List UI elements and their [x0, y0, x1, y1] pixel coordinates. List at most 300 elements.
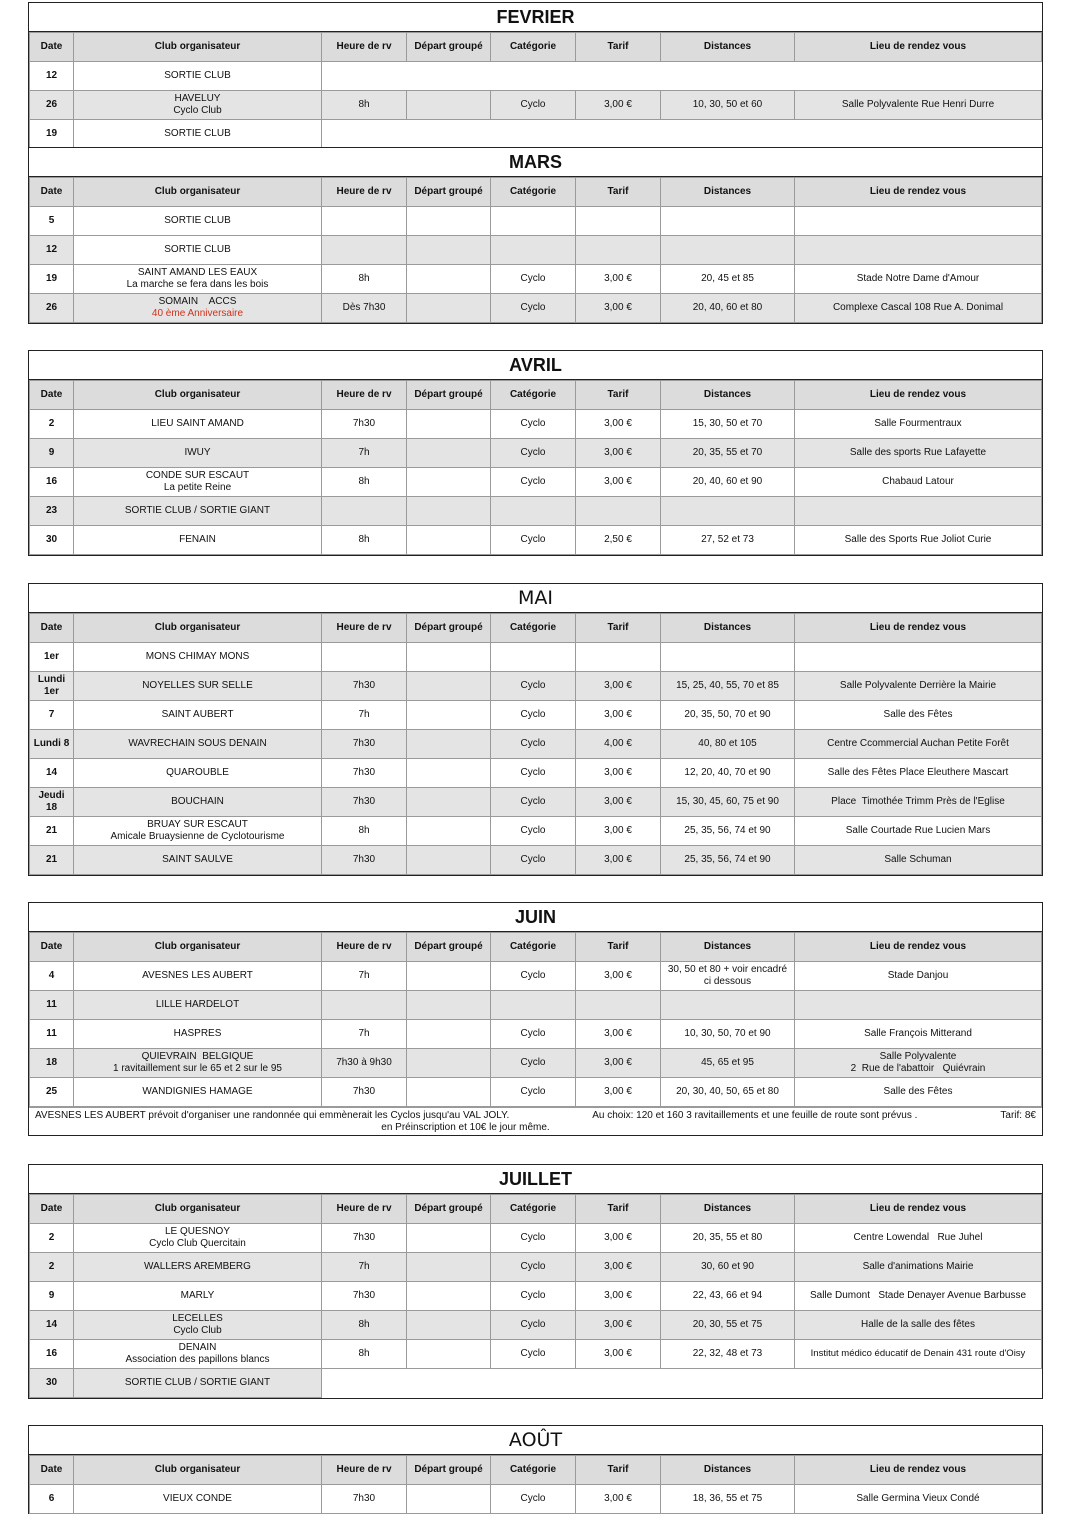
club-cell: AVESNES LES AUBERT [74, 962, 322, 991]
date-cell: 21 [30, 817, 74, 846]
club-cell: MONS CHIMAY MONS [74, 643, 322, 672]
club-subtitle: Amicale Bruaysienne de Cyclotourisme [110, 831, 285, 842]
heure-cell: 7h30 [322, 410, 407, 439]
depart-cell [407, 207, 491, 236]
heure-cell: 8h [322, 91, 407, 120]
categorie-cell: Cyclo [491, 1253, 576, 1282]
club-cell: SAINT AUBERT [74, 701, 322, 730]
depart-cell [407, 846, 491, 875]
club-cell [74, 1311, 322, 1340]
distances-cell: 18, 36, 55 et 75 [661, 1485, 795, 1514]
club-cell [74, 817, 322, 846]
club-name: HAVELUY [174, 93, 221, 104]
month-title: MAI [29, 584, 1042, 613]
date-cell: 14 [30, 759, 74, 788]
distances-cell: 25, 35, 56, 74 et 90 [661, 817, 795, 846]
header-categorie: Catégorie [491, 381, 576, 410]
categorie-cell: Cyclo [491, 1311, 576, 1340]
distances-cell: 30, 50 et 80 + voir encadré ci dessous [661, 962, 795, 991]
distances-cell: 12, 20, 40, 70 et 90 [661, 759, 795, 788]
date-cell: 25 [30, 1078, 74, 1107]
distances-cell: 20, 40, 60 et 80 [661, 294, 795, 323]
header-lieu: Lieu de rendez vous [795, 381, 1042, 410]
tarif-cell: 3,00 € [576, 962, 661, 991]
header-tarif: Tarif [576, 1456, 661, 1485]
depart-cell [407, 759, 491, 788]
distances-cell: 10, 30, 50, 70 et 90 [661, 1020, 795, 1049]
distances-cell: 22, 43, 66 et 94 [661, 1282, 795, 1311]
table-row [30, 294, 1042, 323]
events-table [29, 932, 1042, 1107]
header-date: Date [30, 33, 74, 62]
club-subtitle: 1 ravitaillement sur le 65 et 2 sur le 95 [113, 1063, 282, 1074]
header-depart: Départ groupé [407, 1195, 491, 1224]
header-heure: Heure de rv [322, 933, 407, 962]
anniversary-label: 40 ème Anniversaire [151, 308, 244, 319]
heure-cell: 8h [322, 817, 407, 846]
date-cell: 7 [30, 701, 74, 730]
club-cell: VIEUX CONDE [74, 1485, 322, 1514]
categorie-cell [491, 643, 576, 672]
date-cell: 2 [30, 1224, 74, 1253]
tarif-cell: 3,00 € [576, 1049, 661, 1078]
month-block-mars [28, 147, 1043, 324]
categorie-cell: Cyclo [491, 1078, 576, 1107]
tarif-cell [576, 991, 661, 1020]
header-heure: Heure de rv [322, 33, 407, 62]
heure-cell [322, 643, 407, 672]
lieu-cell: Salle d'animations Mairie [795, 1253, 1042, 1282]
distances-cell: 20, 30, 55 et 75 [661, 1311, 795, 1340]
month-block-fevrier [28, 2, 1043, 150]
table-row [30, 730, 1042, 759]
date-cell: Jeudi 18 [30, 788, 74, 817]
club-subtitle: Cyclo Club [173, 1325, 222, 1336]
depart-cell [407, 1020, 491, 1049]
categorie-cell: Cyclo [491, 294, 576, 323]
table-row [30, 207, 1042, 236]
header-tarif: Tarif [576, 178, 661, 207]
club-cell [74, 1340, 322, 1369]
depart-cell [407, 701, 491, 730]
table-row [30, 265, 1042, 294]
table-row [30, 497, 1042, 526]
lieu-cell: Centre Lowendal Rue Juhel [795, 1224, 1042, 1253]
month-title: AOÛT [29, 1426, 1042, 1455]
distances-cell: 27, 52 et 73 [661, 526, 795, 555]
distances-cell: 20, 35, 50, 70 et 90 [661, 701, 795, 730]
lieu-cell: Chabaud Latour [795, 468, 1042, 497]
lieu-cell [795, 1049, 1042, 1078]
lieu-cell [795, 236, 1042, 265]
heure-cell: 7h30 [322, 759, 407, 788]
header-row [30, 1195, 1042, 1224]
header-distances: Distances [661, 933, 795, 962]
tarif-cell: 3,00 € [576, 91, 661, 120]
heure-cell: 7h [322, 701, 407, 730]
table-row [30, 439, 1042, 468]
date-cell: 5 [30, 207, 74, 236]
table-row [30, 91, 1042, 120]
header-depart: Départ groupé [407, 381, 491, 410]
date-cell: 1er [30, 643, 74, 672]
club-subtitle: Association des papillons blancs [125, 1354, 270, 1365]
tarif-cell: 3,00 € [576, 410, 661, 439]
header-categorie: Catégorie [491, 1195, 576, 1224]
header-heure: Heure de rv [322, 1456, 407, 1485]
tarif-cell: 3,00 € [576, 846, 661, 875]
lieu-cell: Salle Dumont Stade Denayer Avenue Barbusse [795, 1282, 1042, 1311]
club-cell: SORTIE CLUB / SORTIE GIANT [74, 497, 322, 526]
categorie-cell: Cyclo [491, 846, 576, 875]
table-row [30, 701, 1042, 730]
lieu-cell: Salle Polyvalente Derrière la Mairie [795, 672, 1042, 701]
lieu-line1: Salle Polyvalente [879, 1051, 957, 1062]
month-title: JUIN [29, 903, 1042, 932]
date-cell: 2 [30, 1253, 74, 1282]
heure-cell: 7h30 [322, 730, 407, 759]
categorie-cell: Cyclo [491, 1282, 576, 1311]
categorie-cell: Cyclo [491, 1224, 576, 1253]
header-club: Club organisateur [74, 1456, 322, 1485]
header-lieu: Lieu de rendez vous [795, 33, 1042, 62]
heure-cell: 8h [322, 468, 407, 497]
heure-cell [322, 991, 407, 1020]
categorie-cell: Cyclo [491, 1485, 576, 1514]
heure-cell: 8h [322, 526, 407, 555]
heure-cell: 7h30 [322, 1282, 407, 1311]
categorie-cell: Cyclo [491, 265, 576, 294]
tarif-cell: 3,00 € [576, 294, 661, 323]
header-row [30, 1456, 1042, 1485]
date-cell: 11 [30, 1020, 74, 1049]
depart-cell [407, 265, 491, 294]
club-cell: WAVRECHAIN SOUS DENAIN [74, 730, 322, 759]
heure-cell: Dès 7h30 [322, 294, 407, 323]
categorie-cell: Cyclo [491, 1340, 576, 1369]
header-row [30, 933, 1042, 962]
note-part2: Au choix: 120 et 160 3 ravitaillements et une feuille de route sont prévus . [592, 1110, 918, 1121]
tarif-cell [576, 497, 661, 526]
header-row [30, 614, 1042, 643]
club-subtitle: La marche se fera dans les bois [126, 279, 269, 290]
note-part3: Tarif: 8€ [1000, 1110, 1036, 1121]
depart-cell [407, 1078, 491, 1107]
heure-cell: 7h30 [322, 788, 407, 817]
categorie-cell [491, 236, 576, 265]
depart-cell [407, 672, 491, 701]
lieu-cell: Salle Germina Vieux Condé [795, 1485, 1042, 1514]
events-table [29, 177, 1042, 323]
distances-cell: 25, 35, 56, 74 et 90 [661, 846, 795, 875]
distances-cell: 15, 30, 45, 60, 75 et 90 [661, 788, 795, 817]
date-cell: 9 [30, 439, 74, 468]
distances-cell: 30, 60 et 90 [661, 1253, 795, 1282]
categorie-cell: Cyclo [491, 672, 576, 701]
heure-cell: 7h30 à 9h30 [322, 1049, 407, 1078]
distances-cell: 10, 30, 50 et 60 [661, 91, 795, 120]
header-tarif: Tarif [576, 33, 661, 62]
table-row [30, 672, 1042, 701]
header-distances: Distances [661, 33, 795, 62]
lieu-cell: Centre Ccommercial Auchan Petite Forêt [795, 730, 1042, 759]
club-cell: SORTIE CLUB [74, 236, 322, 265]
depart-cell [407, 497, 491, 526]
header-distances: Distances [661, 381, 795, 410]
header-club: Club organisateur [74, 1195, 322, 1224]
club-name: CONDE SUR ESCAUT [145, 470, 250, 481]
header-lieu: Lieu de rendez vous [795, 178, 1042, 207]
table-row [30, 1020, 1042, 1049]
heure-cell [322, 497, 407, 526]
header-depart: Départ groupé [407, 33, 491, 62]
date-cell: 21 [30, 846, 74, 875]
tarif-cell: 2,50 € [576, 526, 661, 555]
club-name: SAINT AMAND LES EAUX [137, 267, 258, 278]
lieu-cell [795, 643, 1042, 672]
distances-cell [661, 236, 795, 265]
table-row [30, 643, 1042, 672]
categorie-cell: Cyclo [491, 788, 576, 817]
tarif-cell: 3,00 € [576, 1311, 661, 1340]
lieu-cell: Salle Fourmentraux [795, 410, 1042, 439]
club-cell: SORTIE CLUB [74, 207, 322, 236]
header-lieu: Lieu de rendez vous [795, 1195, 1042, 1224]
distances-cell: 22, 32, 48 et 73 [661, 1340, 795, 1369]
lieu-cell: Salle des Sports Rue Joliot Curie [795, 526, 1042, 555]
month-block-juin [28, 902, 1043, 1136]
lieu-cell: Salle des Fêtes Place Eleuthere Mascart [795, 759, 1042, 788]
date-cell: 18 [30, 1049, 74, 1078]
header-categorie: Catégorie [491, 178, 576, 207]
club-cell [74, 265, 322, 294]
month-block-juillet [28, 1164, 1043, 1399]
club-cell: WALLERS AREMBERG [74, 1253, 322, 1282]
club-cell [74, 1049, 322, 1078]
heure-cell: 8h [322, 1340, 407, 1369]
note-part4: en Préinscription et 10€ le jour même. [381, 1122, 550, 1133]
header-depart: Départ groupé [407, 933, 491, 962]
club-name: LE QUESNOY [164, 1226, 231, 1237]
header-depart: Départ groupé [407, 1456, 491, 1485]
table-row [30, 846, 1042, 875]
events-table [29, 1455, 1042, 1514]
club-cell: SORTIE CLUB [74, 120, 322, 149]
categorie-cell: Cyclo [491, 1049, 576, 1078]
header-tarif: Tarif [576, 933, 661, 962]
tarif-cell: 3,00 € [576, 1020, 661, 1049]
header-club: Club organisateur [74, 933, 322, 962]
lieu-cell: Salle des sports Rue Lafayette [795, 439, 1042, 468]
header-club: Club organisateur [74, 381, 322, 410]
club-cell: HASPRES [74, 1020, 322, 1049]
tarif-cell: 3,00 € [576, 672, 661, 701]
lieu-cell [795, 991, 1042, 1020]
header-lieu: Lieu de rendez vous [795, 1456, 1042, 1485]
heure-cell: 8h [322, 1311, 407, 1340]
categorie-cell: Cyclo [491, 759, 576, 788]
lieu-cell: Salle Polyvalente Rue Henri Durre [795, 91, 1042, 120]
club-cell: SAINT SAULVE [74, 846, 322, 875]
table-row [30, 410, 1042, 439]
month-block-mai [28, 583, 1043, 876]
distances-cell [661, 497, 795, 526]
date-cell: 30 [30, 526, 74, 555]
empty-cell [322, 120, 1042, 149]
lieu-cell: Institut médico éducatif de Denain 431 route d'Oisy [795, 1340, 1042, 1369]
tarif-cell [576, 643, 661, 672]
depart-cell [407, 236, 491, 265]
header-row [30, 178, 1042, 207]
table-row [30, 962, 1042, 991]
date-cell: 4 [30, 962, 74, 991]
categorie-cell: Cyclo [491, 962, 576, 991]
tarif-cell [576, 207, 661, 236]
header-distances: Distances [661, 178, 795, 207]
distances-cell: 15, 30, 50 et 70 [661, 410, 795, 439]
table-row [30, 1369, 1042, 1398]
date-cell: 19 [30, 265, 74, 294]
header-tarif: Tarif [576, 381, 661, 410]
club-cell: FENAIN [74, 526, 322, 555]
header-distances: Distances [661, 1195, 795, 1224]
distances-cell: 15, 25, 40, 55, 70 et 85 [661, 672, 795, 701]
distances-cell: 20, 40, 60 et 90 [661, 468, 795, 497]
events-table [29, 32, 1042, 149]
categorie-cell [491, 991, 576, 1020]
depart-cell [407, 1311, 491, 1340]
categorie-cell: Cyclo [491, 817, 576, 846]
table-row [30, 62, 1042, 91]
header-club: Club organisateur [74, 614, 322, 643]
table-row [30, 788, 1042, 817]
table-row [30, 1049, 1042, 1078]
distances-cell [661, 991, 795, 1020]
date-cell: 30 [30, 1369, 74, 1398]
categorie-cell [491, 207, 576, 236]
tarif-cell: 4,00 € [576, 730, 661, 759]
heure-cell: 8h [322, 265, 407, 294]
tarif-cell: 3,00 € [576, 265, 661, 294]
table-row [30, 1078, 1042, 1107]
categorie-cell: Cyclo [491, 730, 576, 759]
header-depart: Départ groupé [407, 614, 491, 643]
depart-cell [407, 1224, 491, 1253]
tarif-cell: 3,00 € [576, 1224, 661, 1253]
tarif-cell: 3,00 € [576, 759, 661, 788]
club-cell: LIEU SAINT AMAND [74, 410, 322, 439]
tarif-cell: 3,00 € [576, 701, 661, 730]
club-cell [74, 91, 322, 120]
heure-cell: 7h30 [322, 672, 407, 701]
header-date: Date [30, 1195, 74, 1224]
date-cell: 12 [30, 236, 74, 265]
date-cell: 26 [30, 294, 74, 323]
club-cell: QUAROUBLE [74, 759, 322, 788]
header-row [30, 33, 1042, 62]
distances-cell [661, 643, 795, 672]
tarif-cell: 3,00 € [576, 1485, 661, 1514]
date-cell: 14 [30, 1311, 74, 1340]
date-cell: 23 [30, 497, 74, 526]
depart-cell [407, 91, 491, 120]
table-row [30, 991, 1042, 1020]
distances-cell: 20, 35, 55 et 80 [661, 1224, 795, 1253]
lieu-cell [795, 497, 1042, 526]
header-heure: Heure de rv [322, 381, 407, 410]
depart-cell [407, 1253, 491, 1282]
depart-cell [407, 730, 491, 759]
depart-cell [407, 643, 491, 672]
lieu-cell: Salle François Mitterand [795, 1020, 1042, 1049]
empty-cell [322, 62, 1042, 91]
tarif-cell: 3,00 € [576, 1282, 661, 1311]
club-cell: BOUCHAIN [74, 788, 322, 817]
club-subtitle: La petite Reine [163, 482, 232, 493]
header-heure: Heure de rv [322, 614, 407, 643]
club-cell: WANDIGNIES HAMAGE [74, 1078, 322, 1107]
month-block-avril [28, 350, 1043, 556]
club-cell [74, 294, 322, 323]
depart-cell [407, 410, 491, 439]
tarif-cell: 3,00 € [576, 1078, 661, 1107]
lieu-cell: Stade Notre Dame d'Amour [795, 265, 1042, 294]
lieu-cell: Salle des Fêtes [795, 701, 1042, 730]
depart-cell [407, 991, 491, 1020]
header-distances: Distances [661, 1456, 795, 1485]
header-heure: Heure de rv [322, 178, 407, 207]
depart-cell [407, 439, 491, 468]
depart-cell [407, 1282, 491, 1311]
header-categorie: Catégorie [491, 933, 576, 962]
header-depart: Départ groupé [407, 178, 491, 207]
categorie-cell [491, 497, 576, 526]
categorie-cell: Cyclo [491, 468, 576, 497]
distances-cell: 20, 45 et 85 [661, 265, 795, 294]
club-subtitle: Cyclo Club [173, 105, 222, 116]
table-row [30, 1311, 1042, 1340]
lieu-cell: Complexe Cascal 108 Rue A. Donimal [795, 294, 1042, 323]
tarif-cell: 3,00 € [576, 1340, 661, 1369]
lieu-cell: Salle Courtade Rue Lucien Mars [795, 817, 1042, 846]
table-row [30, 468, 1042, 497]
table-row [30, 759, 1042, 788]
club-name: SOMAIN ACCS [158, 296, 237, 307]
depart-cell [407, 1340, 491, 1369]
date-cell: 19 [30, 120, 74, 149]
lieu-line2: 2 Rue de l'abattoir Quiévrain [850, 1063, 986, 1074]
lieu-cell [795, 207, 1042, 236]
club-cell [74, 468, 322, 497]
club-name: LECELLES [172, 1313, 223, 1324]
date-cell: 2 [30, 410, 74, 439]
header-row [30, 381, 1042, 410]
date-cell: 16 [30, 1340, 74, 1369]
heure-cell [322, 236, 407, 265]
date-cell: Lundi 1er [30, 672, 74, 701]
heure-cell: 7h30 [322, 1224, 407, 1253]
table-row [30, 1282, 1042, 1311]
categorie-cell: Cyclo [491, 439, 576, 468]
header-categorie: Catégorie [491, 1456, 576, 1485]
club-name: QUIEVRAIN BELGIQUE [141, 1051, 254, 1062]
depart-cell [407, 468, 491, 497]
header-distances: Distances [661, 614, 795, 643]
categorie-cell: Cyclo [491, 526, 576, 555]
lieu-cell: Salle Schuman [795, 846, 1042, 875]
lieu-cell: Salle des Fêtes [795, 1078, 1042, 1107]
date-cell: 12 [30, 62, 74, 91]
